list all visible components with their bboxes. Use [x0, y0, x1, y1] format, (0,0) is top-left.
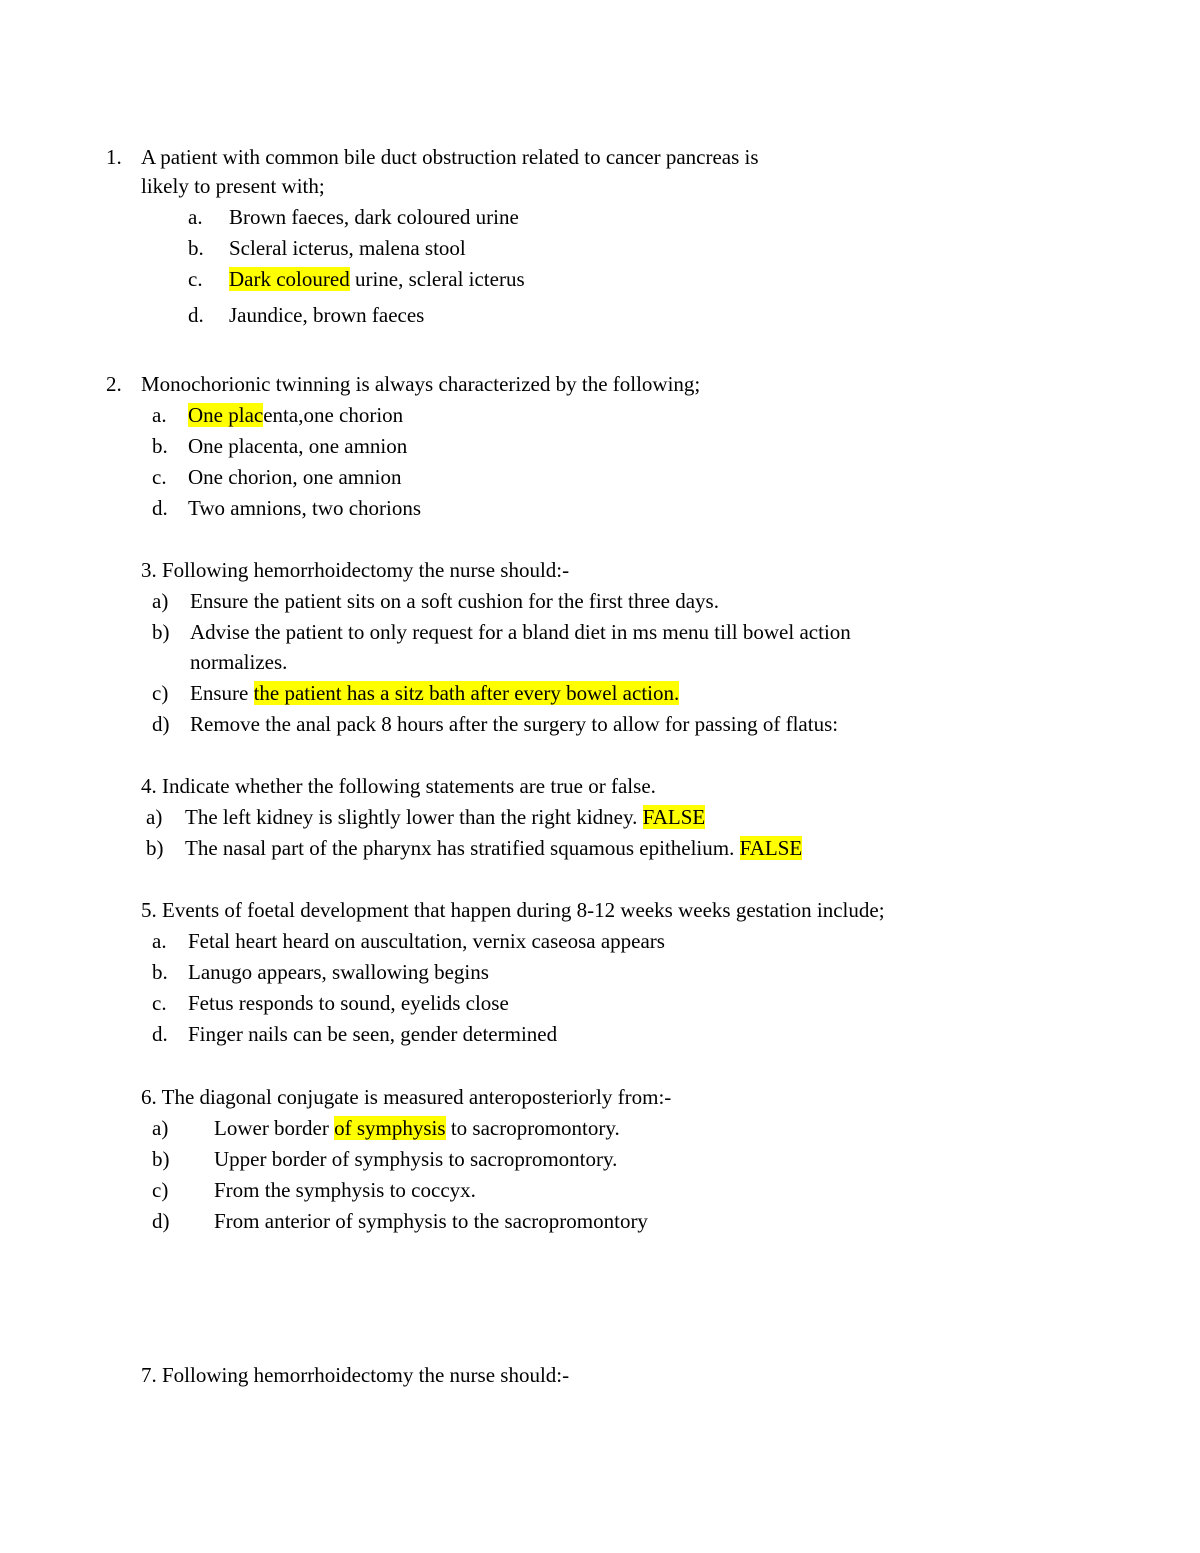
q5-option-a: Fetal heart heard on auscultation, vernix caseosa appears: [188, 929, 665, 953]
q3-option-b-letter: b): [152, 620, 170, 644]
q2-option-c-letter: c.: [152, 465, 167, 489]
q4-option-b-letter: b): [146, 836, 164, 860]
q5-option-b: Lanugo appears, swallowing begins: [188, 960, 489, 984]
q5-option-b-letter: b.: [152, 960, 168, 984]
q6-option-b: Upper border of symphysis to sacropromontory.: [214, 1147, 618, 1171]
q2-option-a-rest: enta,one chorion: [263, 403, 404, 427]
q3-option-a-letter: a): [152, 589, 169, 613]
q2-option-a-highlight: One plac: [188, 403, 264, 427]
q3-option-d-letter: d): [152, 712, 170, 736]
q1-option-c: [229, 266, 525, 292]
q6-option-a-prefix: Lower border: [214, 1116, 335, 1140]
q5-option-d-letter: d.: [152, 1022, 168, 1046]
q2-stem: Monochorionic twinning is always characterized by the following;: [141, 372, 701, 396]
q2-number: 2.: [106, 372, 122, 396]
q1-option-b: Scleral icterus, malena stool: [229, 236, 466, 260]
q2-option-c: One chorion, one amnion: [188, 465, 402, 489]
q1-number: 1.: [106, 145, 122, 169]
q3-option-b: Advise the patient to only request for a bland diet in ms menu till bowel action: [190, 620, 851, 644]
q2-option-a-letter: a.: [152, 403, 167, 427]
q6-option-c-letter: c): [152, 1178, 169, 1202]
q1-option-b-letter: b.: [188, 236, 204, 260]
q4-option-a-letter: a): [146, 805, 163, 829]
q6-option-a: [214, 1115, 620, 1141]
q4-option-b-text: The nasal part of the pharynx has stratified squamous epithelium.: [185, 836, 740, 860]
q1-option-d: Jaundice, brown faeces: [229, 303, 425, 327]
q6-option-a-letter: a): [152, 1116, 169, 1140]
q1-stem-line2: likely to present with;: [141, 174, 325, 198]
q6-option-b-letter: b): [152, 1147, 170, 1171]
q3-option-c: [190, 680, 679, 706]
q1-option-c-rest: urine, scleral icterus: [349, 267, 525, 291]
q3-option-c-highlight: the patient has a sitz bath after every bowel action.: [253, 681, 680, 705]
q2-option-b-letter: b.: [152, 434, 168, 458]
q2-option-d: Two amnions, two chorions: [188, 496, 422, 520]
q3-option-b-continuation: normalizes.: [190, 650, 288, 674]
q3-option-d: Remove the anal pack 8 hours after the surgery to allow for passing of flatus:: [190, 712, 839, 736]
q6-option-a-highlight: of symphysis: [334, 1116, 446, 1140]
q4-option-a-answer: FALSE: [642, 805, 706, 829]
q1-option-a: Brown faeces, dark coloured urine: [229, 205, 519, 229]
q5-option-c: Fetus responds to sound, eyelids close: [188, 991, 509, 1015]
q4-stem: 4. Indicate whether the following statements are true or false.: [141, 774, 656, 798]
q2-option-a: [188, 402, 403, 428]
q4-option-b: [185, 835, 802, 861]
q3-option-c-prefix: Ensure: [190, 681, 254, 705]
q2-option-b: One placenta, one amnion: [188, 434, 408, 458]
q2-option-d-letter: d.: [152, 496, 168, 520]
q5-stem: 5. Events of foetal development that happen during 8-12 weeks weeks gestation include;: [141, 898, 885, 922]
q5-option-d: Finger nails can be seen, gender determined: [188, 1022, 558, 1046]
q4-option-a-text: The left kidney is slightly lower than the right kidney.: [185, 805, 643, 829]
q3-option-a: Ensure the patient sits on a soft cushion for the first three days.: [190, 589, 719, 613]
q4-option-a: [185, 804, 705, 830]
q3-stem: 3. Following hemorrhoidectomy the nurse should:-: [141, 558, 570, 582]
q6-stem: 6. The diagonal conjugate is measured anteroposteriorly from:-: [141, 1085, 672, 1109]
q6-option-d: From anterior of symphysis to the sacropromontory: [214, 1209, 648, 1233]
q1-option-a-letter: a.: [188, 205, 203, 229]
q4-option-b-answer: FALSE: [739, 836, 803, 860]
q3-option-c-letter: c): [152, 681, 169, 705]
q6-option-c: From the symphysis to coccyx.: [214, 1178, 476, 1202]
q1-option-c-highlight: Dark coloured: [229, 267, 350, 291]
q5-option-c-letter: c.: [152, 991, 167, 1015]
q1-option-c-letter: c.: [188, 267, 203, 291]
q6-option-d-letter: d): [152, 1209, 170, 1233]
q1-option-d-letter: d.: [188, 303, 204, 327]
q6-option-a-rest: to sacropromontory.: [445, 1116, 620, 1140]
q1-stem-line1: A patient with common bile duct obstruction related to cancer pancreas is: [141, 145, 759, 169]
q5-option-a-letter: a.: [152, 929, 167, 953]
q7-stem: 7. Following hemorrhoidectomy the nurse should:-: [141, 1363, 570, 1387]
